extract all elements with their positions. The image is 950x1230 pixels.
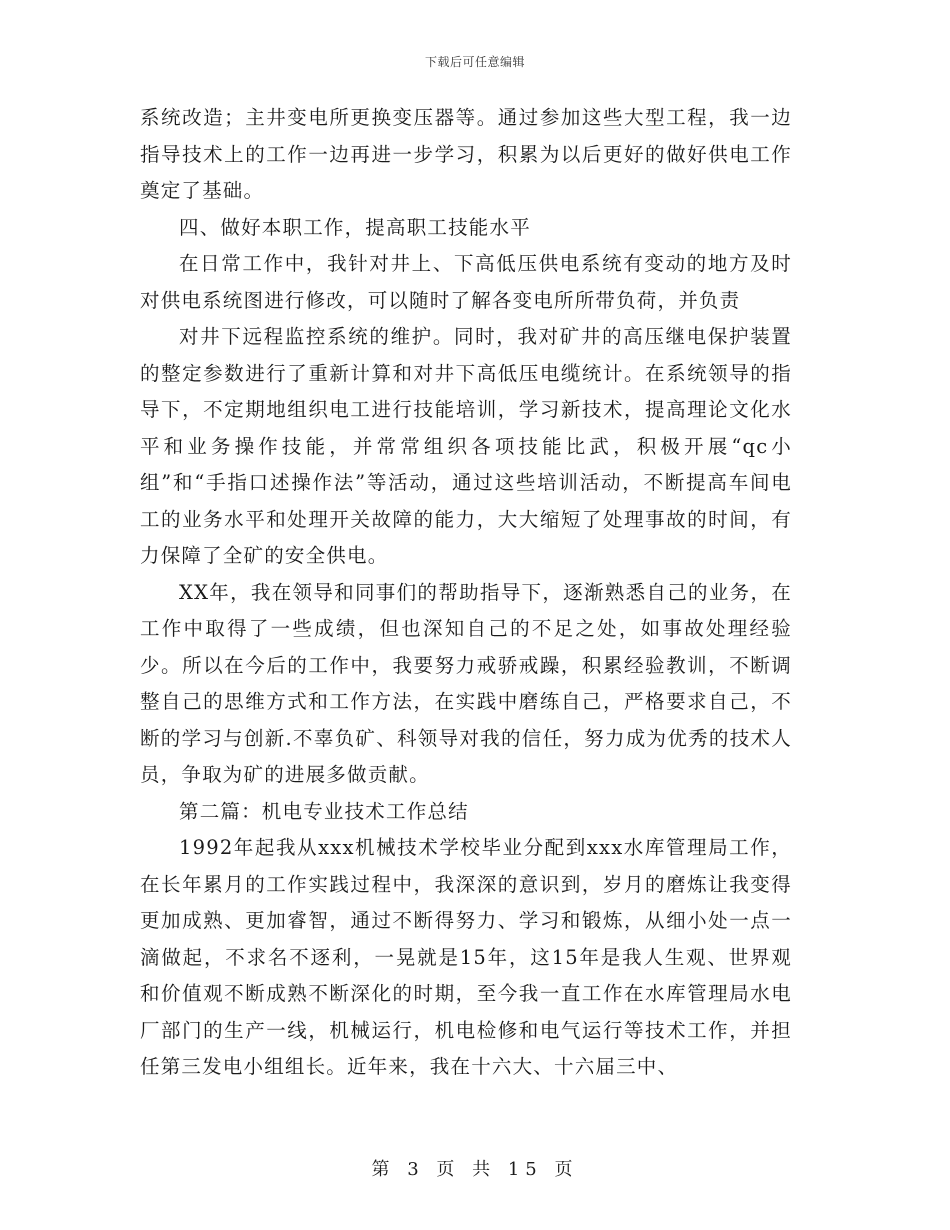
section-heading: 四、做好本职工作，提高职工技能水平 xyxy=(179,215,531,239)
paragraph: 在日常工作中，我针对井上、下高低压供电系统有变动的地方及时对供电系统图进行修改，可以随时了解各变电所所带负荷，并负责 xyxy=(140,252,792,312)
document-body xyxy=(140,100,792,1086)
paragraph: 系统改造；主井变电所更换变压器等。通过参加这些大型工程，我一边指导技术上的工作一边再进一步学习，积累为以后更好的做好供电工作奠定了基础。 xyxy=(140,106,792,202)
paragraph: 对井下远程监控系统的维护。同时，我对矿井的高压继电保护装置的整定参数进行了重新计算和对井下高低压电缆统计。在系统领导的指导下，不定期地组织电工进行技能培训，学习新技术，提高理论文化水平和业务操作技能，并常常组织各项技能比武，积极开展“qc小组”和“手指口述操作法”等活动，通过这些培训活动，不断提高车间电工的业务水平和处理开关故障的能力，大大缩短了处理事故的时间，有力保障了全矿的安全供电。 xyxy=(140,325,792,567)
paragraph: 1992年起我从xxx机械技术学校毕业分配到xxx水库管理局工作，在长年累月的工作实践过程中，我深深的意识到，岁月的磨炼让我变得更加成熟、更加睿智，通过不断得努力、学习和锻炼，从细小处一点一滴做起，不求名不逐利，一晃就是15年，这15年是我人生观、世界观和价值观不断成熟不断深化的时期，至今我一直工作在水库管理局水电厂部门的生产一线，机械运行，机电检修和电气运行等技术工作，并担任第三发电小组组长。近年来，我在十六大、十六届三中、 xyxy=(140,836,792,1078)
page-footer: 第 3 页 共 15 页 xyxy=(371,1159,579,1180)
paragraph: XX年，我在领导和同事们的帮助指导下，逐渐熟悉自己的业务，在工作中取得了一些成绩，但也深知自己的不足之处，如事故处理经验少。所以在今后的工作中，我要努力戒骄戒躁，积累经验教训，不断调整自己的思维方式和工作方法，在实践中磨练自己，严格要求自己，不断的学习与创新.不辜负矿、科领导对我的信任，努力成为优秀的技术人员，争取为矿的进展多做贡献。 xyxy=(140,580,792,786)
page-header: 下载后可任意编辑 xyxy=(424,55,525,69)
section-heading: 第二篇：机电专业技术工作总结 xyxy=(179,799,469,823)
